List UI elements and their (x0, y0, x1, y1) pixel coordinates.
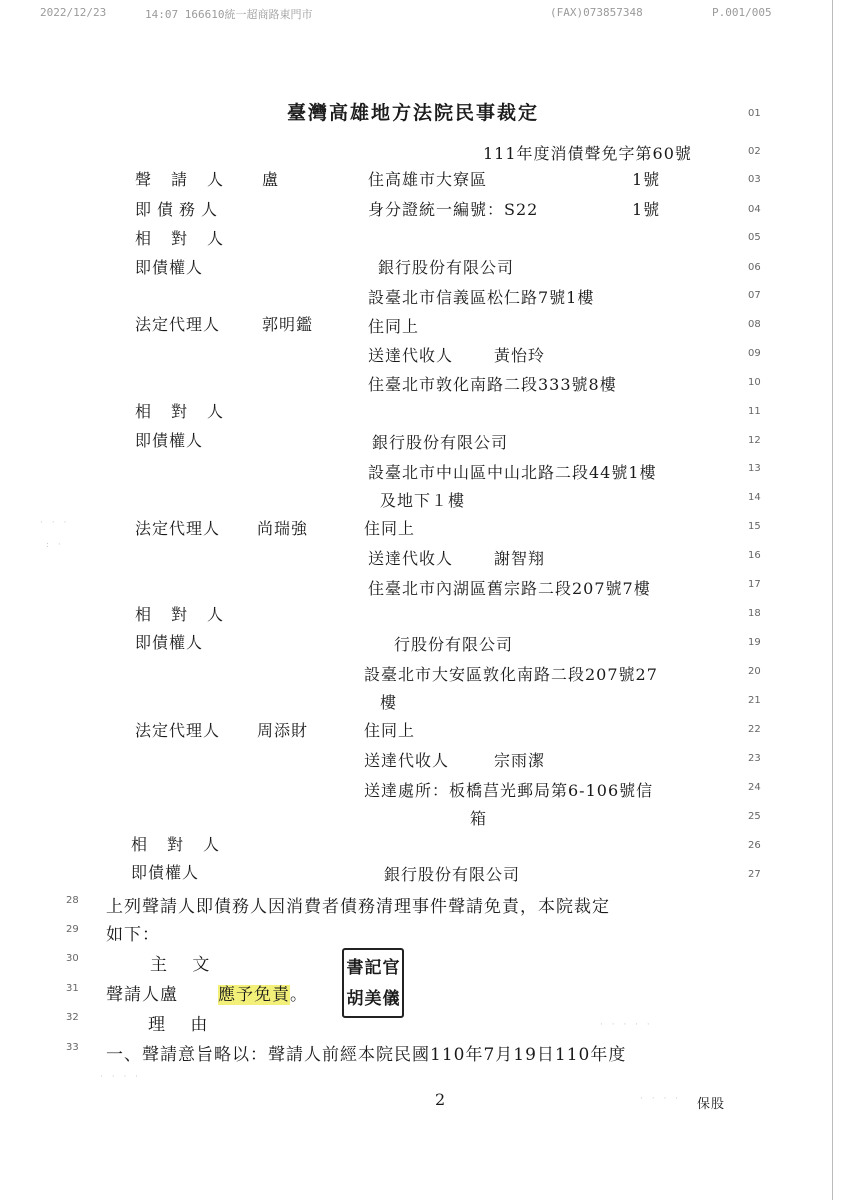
agent-label: 送達代收人 (364, 751, 450, 770)
creditor-2-address-cont: 及地下１樓 (380, 491, 466, 510)
applicant-address-no: 1號 (632, 170, 661, 189)
fax-number: (FAX)073857348 (550, 6, 643, 19)
seal-char: 記 (364, 957, 382, 978)
creditor-1-rep: 郭明鑑 (262, 315, 314, 334)
seal-char: 儀 (382, 988, 400, 1009)
ruling-highlight: 應予免責 (218, 985, 290, 1005)
scan-edge-line (832, 0, 833, 1200)
line-number: 10 (748, 377, 761, 388)
page-number: 2 (435, 1090, 446, 1109)
same-address: 住同上 (364, 721, 416, 740)
line-number: 24 (748, 782, 761, 793)
line-number: 09 (748, 348, 761, 359)
creditor-3-address: 設臺北市大安區敦化南路二段207號27 (364, 665, 658, 684)
seal-char: 胡 (346, 988, 364, 1009)
line-number: 28 (66, 895, 79, 906)
document-title: 臺灣高雄地方法院民事裁定 (287, 102, 540, 124)
line-number: 12 (748, 435, 761, 446)
line-number: 15 (748, 521, 761, 532)
line-number: 33 (66, 1042, 79, 1053)
creditor-label: 即債權人 (135, 633, 204, 652)
seal-char: 美 (364, 988, 382, 1009)
line-number: 27 (748, 869, 761, 880)
ruling-line (106, 980, 308, 1005)
line-number: 14 (748, 492, 761, 503)
agent-label: 送達代收人 (368, 549, 454, 568)
line-number: 32 (66, 1012, 79, 1023)
line-number: 03 (748, 174, 761, 185)
line-number: 29 (66, 924, 79, 935)
line-number: 26 (748, 840, 761, 851)
scan-smudge: : · (46, 540, 64, 550)
fax-time-sender: 14:07 166610統一超商路東門市 (145, 8, 313, 21)
preamble-line: 上列聲請人即債務人因消費者債務清理事件聲請免責，本院裁定 (106, 897, 610, 917)
line-number: 16 (748, 550, 761, 561)
line-number: 25 (748, 811, 761, 822)
rep-label: 法定代理人 (135, 315, 221, 334)
creditor-1-address: 設臺北市信義區松仁路7號1樓 (368, 288, 595, 307)
reason-heading: 理 由 (148, 1015, 218, 1035)
scan-smudge: · · · (40, 518, 70, 528)
line-number: 05 (748, 232, 761, 243)
rep-label: 法定代理人 (135, 519, 221, 538)
creditor-3-address-cont: 樓 (380, 693, 398, 712)
creditor-2-agent: 謝智翔 (494, 549, 546, 568)
applicant-name: 盧 (262, 170, 280, 189)
counterparty-label: 相對人 (135, 605, 244, 624)
creditor-2-name: 銀行股份有限公司 (372, 433, 509, 452)
creditor-3-delivery-cont: 箱 (470, 809, 488, 828)
counterparty-label: 相對人 (135, 229, 244, 248)
line-number: 08 (748, 319, 761, 330)
scan-smudge: · · · · · (600, 1020, 653, 1030)
creditor-3-delivery: 送達處所：板橋莒光郵局第6-106號信 (364, 781, 654, 800)
line-number: 17 (748, 579, 761, 590)
seal-char: 書 (346, 957, 364, 978)
agent-label: 送達代收人 (368, 346, 454, 365)
counterparty-label: 相對人 (131, 835, 240, 854)
applicant-address: 住高雄市大寮區 (368, 170, 488, 189)
preamble-line-cont: 如下： (106, 925, 160, 945)
scan-smudge: · · · · (100, 1072, 142, 1082)
creditor-3-rep: 周添財 (257, 721, 309, 740)
id-suffix: 1號 (632, 200, 661, 219)
applicant-label: 聲請人 (135, 170, 244, 189)
fax-date: 2022/12/23 (40, 6, 107, 19)
seal-char: 官 (382, 957, 400, 978)
line-number: 20 (748, 666, 761, 677)
line-number: 01 (748, 108, 761, 119)
line-number: 30 (66, 953, 79, 964)
creditor-4-name: 銀行股份有限公司 (384, 865, 521, 884)
main-text-heading: 主 文 (150, 955, 220, 975)
line-number: 23 (748, 753, 761, 764)
line-number: 21 (748, 695, 761, 706)
counterparty-label: 相對人 (135, 402, 244, 421)
scan-smudge: · · · · (640, 1094, 682, 1104)
line-number: 07 (748, 290, 761, 301)
creditor-label: 即債權人 (131, 863, 200, 882)
line-number: 18 (748, 608, 761, 619)
line-number: 22 (748, 724, 761, 735)
office-label: 保股 (697, 1097, 726, 1112)
case-number: 111年度消債聲免字第60號 (483, 144, 692, 163)
creditor-3-name: 行股份有限公司 (394, 635, 514, 654)
ruling-prefix: 聲請人盧 (106, 985, 178, 1005)
creditor-1-agent: 黃怡玲 (494, 346, 546, 365)
ruling-end: 。 (290, 985, 308, 1005)
creditor-1-agent-address: 住臺北市敦化南路二段333號8樓 (368, 375, 617, 394)
debtor-label: 即債務人 (135, 200, 224, 219)
creditor-1-name: 銀行股份有限公司 (378, 258, 515, 277)
rep-label: 法定代理人 (135, 721, 221, 740)
same-address: 住同上 (364, 519, 416, 538)
line-number: 19 (748, 637, 761, 648)
creditor-2-rep: 尚瑞強 (257, 519, 309, 538)
line-number: 11 (748, 406, 761, 417)
line-number: 13 (748, 463, 761, 474)
clerk-seal (342, 948, 404, 1018)
line-number: 31 (66, 983, 79, 994)
creditor-2-address: 設臺北市中山區中山北路二段44號1樓 (368, 463, 657, 482)
line-number: 06 (748, 262, 761, 273)
line-number: 04 (748, 204, 761, 215)
reason-line: 一、聲請意旨略以：聲請人前經本院民國110年7月19日110年度 (106, 1045, 627, 1065)
creditor-label: 即債權人 (135, 431, 204, 450)
fax-page: P.001/005 (712, 6, 772, 19)
id-number: 身分證統一編號：S22 (368, 200, 539, 219)
same-address: 住同上 (368, 317, 420, 336)
creditor-2-agent-address: 住臺北市內湖區舊宗路二段207號7樓 (368, 579, 651, 598)
creditor-3-agent: 宗雨潔 (494, 751, 546, 770)
line-number: 02 (748, 146, 761, 157)
creditor-label: 即債權人 (135, 258, 204, 277)
